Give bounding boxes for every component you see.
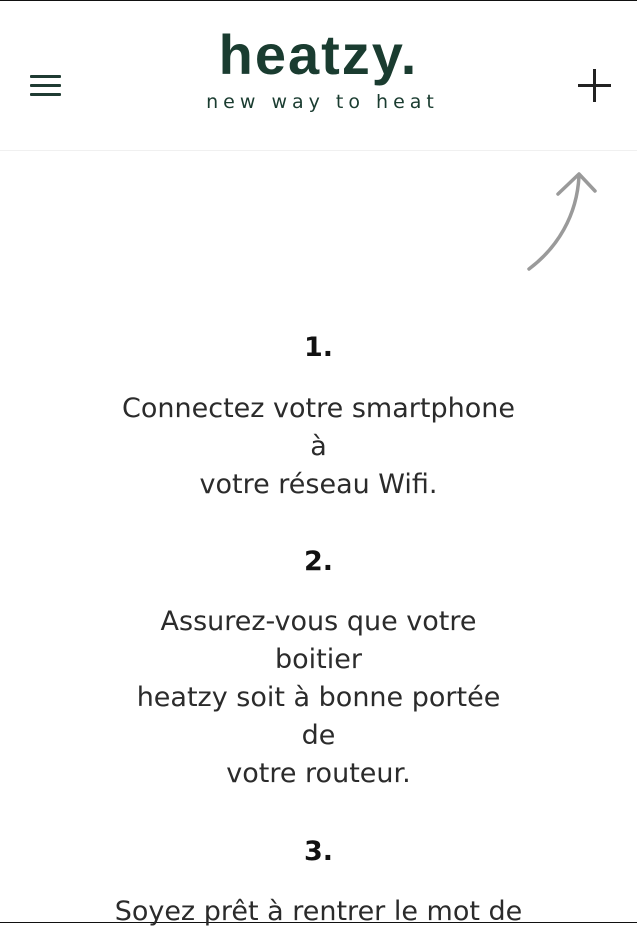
step-3-line: Soyez prêt à rentrer le mot de [114, 896, 523, 927]
brand-logo: heatzy. [218, 23, 419, 86]
brand-tagline: new way to heat [206, 91, 439, 113]
step-2-number: 2. [303, 546, 334, 577]
app-header [0, 1, 637, 151]
step-1-text [0, 390, 637, 504]
step-2-line: votre routeur. [226, 758, 411, 789]
step-2-line: Assurez-vous que votre [160, 606, 477, 637]
step-1-line: Connectez votre smartphone [122, 393, 515, 424]
step-2-line: boitier [275, 644, 362, 675]
step-2-line: de [301, 720, 336, 751]
step-3-text [0, 893, 637, 931]
step-1-line: à [310, 431, 327, 462]
step-3-number: 3. [303, 836, 334, 867]
step-1-number: 1. [303, 332, 334, 363]
step-1-line: votre réseau Wifi. [199, 469, 438, 500]
add-device-button[interactable] [576, 67, 612, 103]
curved-arrow-up-right-icon [522, 166, 602, 276]
step-2-text [0, 603, 637, 793]
step-2-line: heatzy soit à bonne portée [136, 682, 501, 713]
